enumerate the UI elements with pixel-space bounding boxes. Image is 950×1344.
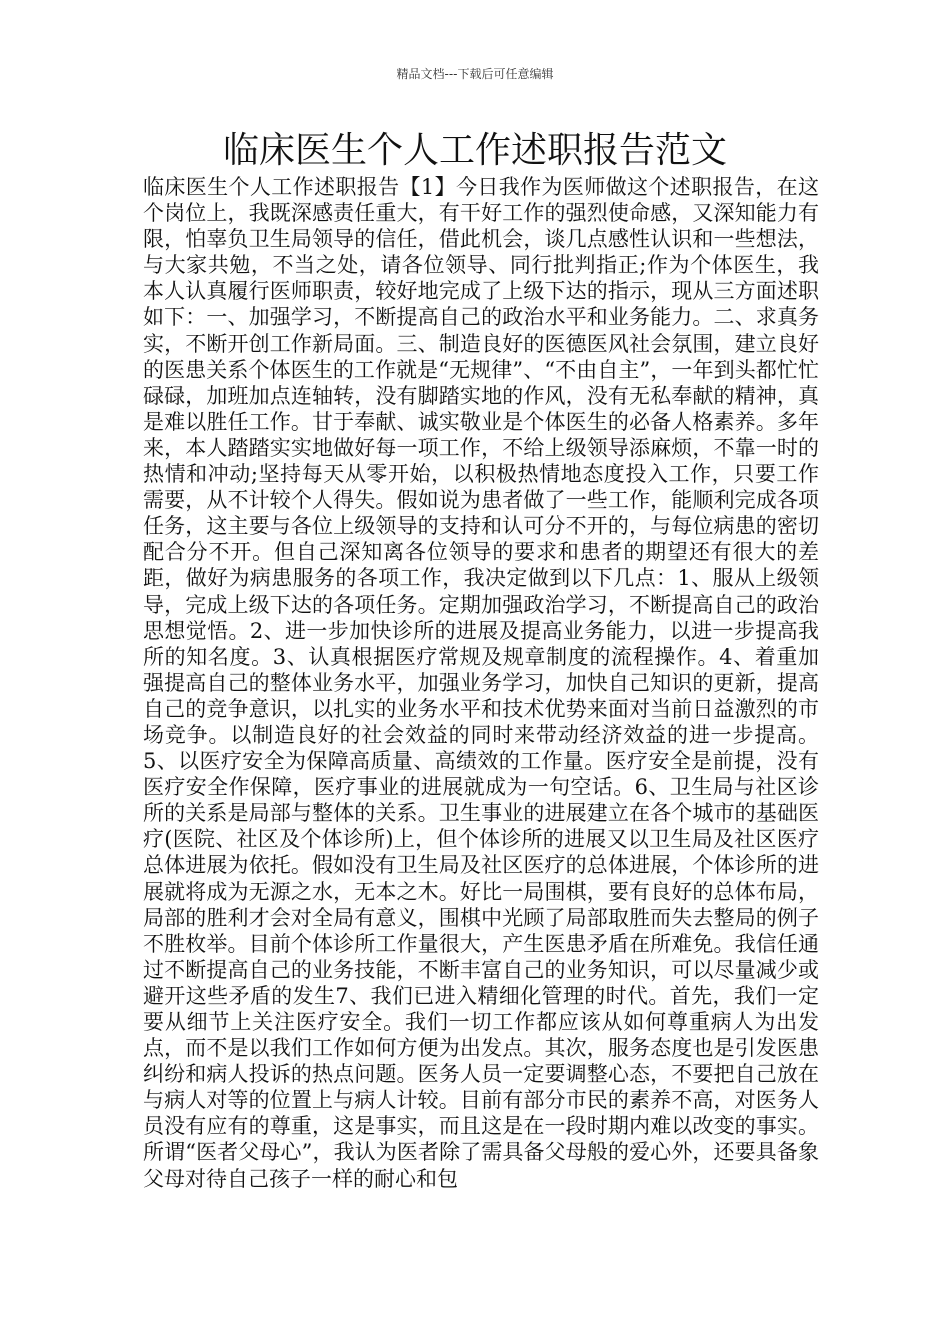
document-title: 临床医生个人工作述职报告范文 [222,130,727,171]
page-header: 精品文档---下载后可任意编辑 [396,67,554,81]
document-body: 临床医生个人工作述职报告【1】今日我作为医师做这个述职报告，在这个岗位上，我既深感责任重大，有干好工作的强烈使命感，又深知能力有限，怕辜负卫生局领导的信任，借此机会，谈几点感性认识和一些想法，与大家共勉，不当之处，请各位领导、同行批判指正;作为个体医生，我本人认真履行医师职责，较好地完成了上级下达的指示，现从三方面述职如下：一、加强学习，不断提高自己的政治水平和业务能力。二、求真务实，不断开创工作新局面。三、制造良好的医德医风社会氛围，建立良好的医患关系个体医生的工作就是“无规律”、“不由自主”，一年到头都忙忙碌碌，加班加点连轴转，没有脚踏实地的作风，没有无私奉献的精神，真是难以胜任工作。甘于奉献、诚实敬业是个体医生的必备人格素养。多年来，本人踏踏实实地做好每一项工作，不给上级领导添麻烦，不靠一时的热情和冲动;坚持每天从零开始，以积极热情地态度投入工作，只要工作需要，从不计较个人得失。假如说为患者做了一些工作，能顺利完成各项任务，这主要与各位上级领导的支持和认可分不开的，与每位病患的密切配合分不开。但自己深知离各位领导的要求和患者的期望还有很大的差距，做好为病患服务的各项工作，我决定做到以下几点：1、服从上级领导，完成上级下达的各项任务。定期加强政治学习，不断提高自己的政治思想觉悟。2、进一步加快诊所的进展及提高业务能力，以进一步提高我所的知名度。3、认真根据医疗常规及规章制度的流程操作。4、着重加强提高自己的整体业务水平，加强业务学习，加快自己知识的更新，提高自己的竞争意识，以扎实的业务水平和技术优势来面对当前日益激烈的市场竞争。以制造良好的社会效益的同时来带动经济效益的进一步提高。5、以医疗安全为保障高质量、高绩效的工作量。医疗安全是前提，没有医疗安全作保障，医疗事业的进展就成为一句空话。6、卫生局与社区诊所的关系是局部与整体的关系。卫生事业的进展建立在各个城市的基础医疗(医院、社区及个体诊所)上，但个体诊所的进展又以卫生局及社区医疗总体进展为依托。假如没有卫生局及社区医疗的总体进展，个体诊所的进展就将成为无源之水，无本之木。好比一局围棋，要有良好的总体布局，局部的胜利才会对全局有意义，围棋中光顾了局部取胜而失去整局的例子不胜枚举。目前个体诊所工作量很大，产生医患矛盾在所难免。我信任通过不断提高自己的业务技能，不断丰富自己的业务知识，可以尽量减少或避开这些矛盾的发生7、我们已进入精细化管理的时代。首先，我们一定要从细节上关注医疗安全。我们一切工作都应该从如何尊重病人为出发点，而不是以我们工作如何方便为出发点。其次，服务态度也是引发医患纠纷和病人投诉的热点问题。医务人员一定要调整心态，不要把自己放在与病人对等的位置上与病人计较。目前有部分市民的素养不高，对医务人员没有应有的尊重，这是事实，而且这是在一段时期内难以改变的事实。所谓“医者父母心”，我认为医者除了需具备父母般的爱心外，还要具备象父母对待自己孩子一样的耐心和包 [143,175,819,1191]
